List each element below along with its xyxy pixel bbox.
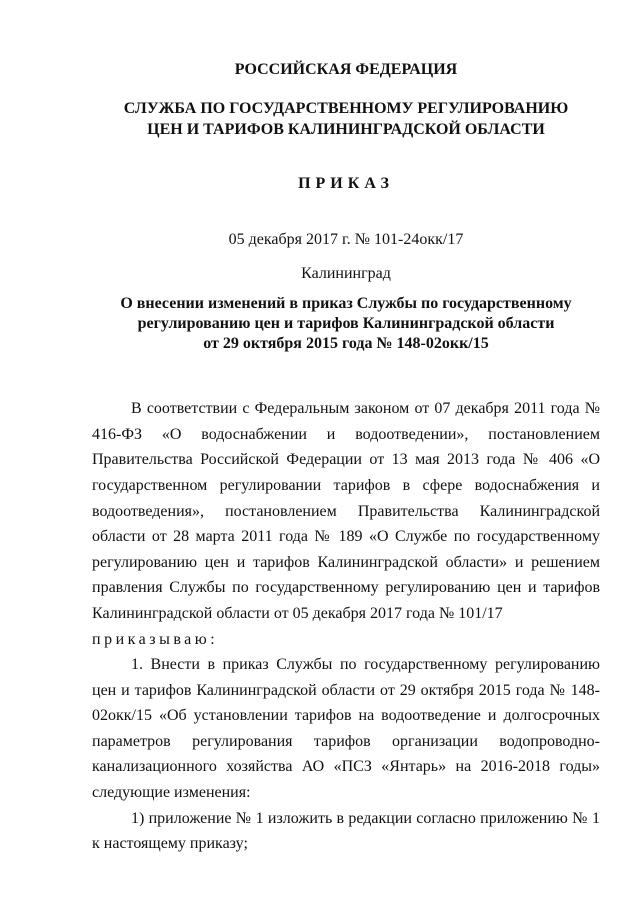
order-date-number: 05 декабря 2017 г. № 101-24окк/17: [228, 230, 464, 248]
subject-line-3: от 29 октября 2015 года № 148-02окк/15: [203, 335, 489, 353]
order-body: [92, 396, 600, 857]
organization-line-2: ЦЕН И ТАРИФОВ КАЛИНИНГРАДСКОЙ ОБЛАСТИ: [147, 120, 545, 138]
subject-line-1: О внесении изменений в приказ Службы по государственному: [120, 295, 572, 313]
item-1-paragraph: 1. Внести в приказ Службы по государственному регулированию цен и тарифов Калининградской области от 29 октября 2015 года № 148-02окк/15 «Об установлении тарифов на водоотведение и долгосрочных параметров регулирования тарифов организации водопроводно-канализационного хозяйства АО «ПСЗ «Янтарь» на 2016-2018 годы» следующие изменения:: [92, 656, 600, 802]
order-subject: [92, 294, 600, 354]
organization-line-1: СЛУЖБА ПО ГОСУДАРСТВЕННОМУ РЕГУЛИРОВАНИЮ: [123, 99, 569, 117]
order-title: ПРИКАЗ: [298, 175, 394, 193]
order-word: приказываю:: [92, 630, 219, 648]
order-city: Калининград: [301, 264, 391, 282]
organization-heading: [92, 99, 600, 141]
country-heading: РОССИЙСКАЯ ФЕДЕРАЦИЯ: [234, 61, 458, 78]
preamble-paragraph: В соответствии с Федеральным законом от 07 декабря 2011 года № 416-ФЗ «О водоснабжении и водоотведении», постановлением Правительства Российской Федерации от 13 мая 2013 года № 406 «О государственном регулировании тарифов в сфере водоснабжения и водоотведения», постановлением Правительства Калининградской области от 28 марта 2011 года № 189 «О Службе по государственному регулированию цен и тарифов Калининградской области» и решением правления Службы по государственному регулированию цен и тарифов Калининградской области от 05 декабря 2017 года № 101/17: [92, 400, 600, 622]
subitem-1-paragraph: 1) приложение № 1 изложить в редакции согласно приложению № 1 к настоящему приказу;: [92, 809, 600, 853]
subject-line-2: регулированию цен и тарифов Калининградской области: [137, 315, 555, 333]
